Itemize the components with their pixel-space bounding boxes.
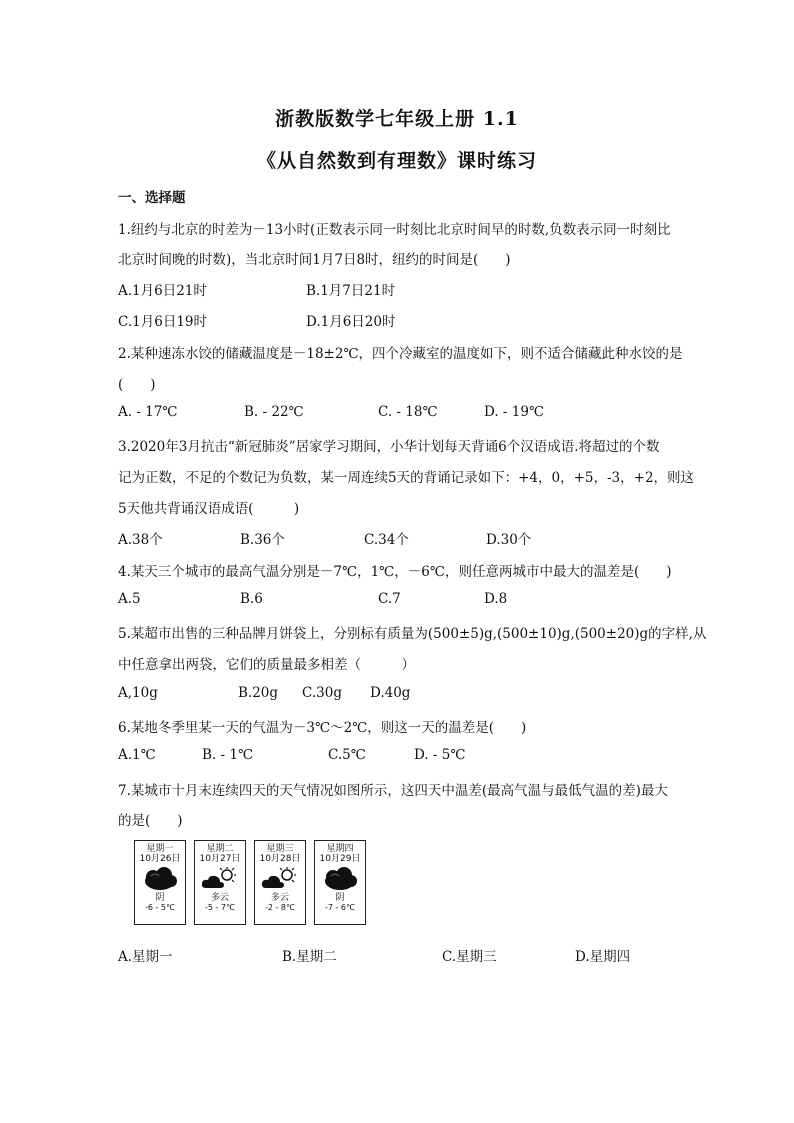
question-6-option-d: D. - 5℃ bbox=[414, 747, 466, 763]
weather-card bbox=[134, 840, 186, 925]
weather-card-date: 10月27日 bbox=[199, 854, 241, 864]
question-3-option-c: C.34个 bbox=[364, 532, 409, 548]
question-1-text: 北京时间晚的时数)，当北京时间1月7日8时，纽约的时间是( ) bbox=[118, 252, 511, 268]
weather-card bbox=[254, 840, 306, 925]
question-6-option-c: C.5℃ bbox=[328, 747, 366, 763]
question-2-text: 2.某种速冻水饺的储藏温度是－18±2℃，四个冷藏室的温度如下，则不适合储藏此种水饺的是 bbox=[118, 346, 683, 362]
question-6-option-b: B. - 1℃ bbox=[202, 747, 254, 763]
weather-card-temp: -6 - 5℃ bbox=[144, 903, 176, 912]
weather-card-condition: 多云 bbox=[270, 893, 289, 903]
question-7-text: 7.某城市十月末连续四天的天气情况如图所示，这四天中温差(最高气温与最低气温的差)最大 bbox=[118, 783, 668, 799]
question-3-text: 5天他共背诵汉语成语( ) bbox=[118, 501, 300, 517]
weather-card-weekday: 星期二 bbox=[206, 844, 234, 854]
question-5-option-c: C.30g bbox=[302, 685, 342, 701]
question-5-option-a: A,10g bbox=[118, 685, 158, 701]
question-3-option-d: D.30个 bbox=[486, 532, 532, 548]
question-4-text: 4.某天三个城市的最高气温分别是－7℃，1℃，－6℃，则任意两城市中最大的温差是( ) bbox=[118, 564, 672, 580]
question-1-option-c: C.1月6日19时 bbox=[118, 314, 207, 330]
question-4-option-d: D.8 bbox=[484, 591, 508, 607]
partly-cloudy-icon bbox=[198, 866, 242, 892]
question-2-option-d: D. - 19℃ bbox=[484, 404, 545, 420]
question-7-option-d: D.星期四 bbox=[575, 949, 631, 965]
weather-card-condition: 阴 bbox=[335, 893, 345, 903]
section-heading: 一、选择题 bbox=[118, 190, 186, 206]
question-1-text: 1.纽约与北京的时差为－13小时(正数表示同一时刻比北京时间早的时数,负数表示同一时刻比 bbox=[118, 222, 671, 238]
weather-card-temp: -5 - 7℃ bbox=[204, 903, 236, 912]
question-3-option-a: A.38个 bbox=[118, 532, 163, 548]
weather-card-temp: -7 - 6℃ bbox=[324, 903, 356, 912]
weather-card-weekday: 星期三 bbox=[266, 844, 294, 854]
question-3-option-b: B.36个 bbox=[240, 532, 285, 548]
question-4-option-a: A.5 bbox=[118, 591, 141, 607]
question-1-option-a: A.1月6日21时 bbox=[118, 283, 207, 299]
weather-card bbox=[194, 840, 246, 925]
question-5-text: 中任意拿出两袋，它们的质量最多相差（ ） bbox=[118, 657, 415, 673]
question-4-option-b: B.6 bbox=[240, 591, 263, 607]
page-subtitle: 《从自然数到有理数》课时练习 bbox=[256, 150, 537, 172]
question-6-text: 6.某地冬季里某一天的气温为－3℃～2℃，则这一天的温差是( ) bbox=[118, 720, 527, 736]
weather-card-condition: 多云 bbox=[210, 893, 229, 903]
partly-cloudy-icon bbox=[258, 866, 302, 892]
question-2-option-c: C. - 18℃ bbox=[378, 404, 438, 420]
weather-card bbox=[314, 840, 366, 925]
question-1-option-d: D.1月6日20时 bbox=[306, 314, 396, 330]
weather-figure bbox=[134, 840, 374, 930]
cloudy-icon bbox=[138, 866, 182, 892]
question-2-option-a: A. - 17℃ bbox=[118, 404, 178, 420]
question-4-option-c: C.7 bbox=[378, 591, 401, 607]
question-5-text: 5.某超市出售的三种品牌月饼袋上，分别标有质量为(500±5)g,(500±10)g,(500±20)g的字样,从 bbox=[118, 626, 707, 642]
question-6-option-a: A.1℃ bbox=[118, 747, 156, 763]
question-7-text: 的是( ) bbox=[118, 813, 183, 829]
weather-card-temp: -2 - 8℃ bbox=[264, 903, 296, 912]
question-1-option-b: B.1月7日21时 bbox=[306, 283, 396, 299]
weather-card-condition: 阴 bbox=[155, 893, 165, 903]
question-7-option-b: B.星期二 bbox=[282, 949, 337, 965]
question-3-text: 记为正数，不足的个数记为负数，某一周连续5天的背诵记录如下：+4，0，+5，-3，+2，则这 bbox=[118, 470, 695, 486]
weather-card-date: 10月28日 bbox=[259, 854, 301, 864]
question-5-option-d: D.40g bbox=[370, 685, 411, 701]
weather-card-weekday: 星期四 bbox=[326, 844, 354, 854]
weather-card-weekday: 星期一 bbox=[146, 844, 174, 854]
question-2-option-b: B. - 22℃ bbox=[244, 404, 304, 420]
question-2-text: ( ) bbox=[118, 377, 156, 393]
question-3-text: 3.2020年3月抗击“新冠肺炎”居家学习期间，小华计划每天背诵6个汉语成语.将超过的个数 bbox=[118, 439, 660, 455]
question-7-option-a: A.星期一 bbox=[118, 949, 173, 965]
page-title: 浙教版数学七年级上册 1.1 bbox=[275, 108, 519, 130]
cloudy-icon bbox=[318, 866, 362, 892]
question-7-option-c: C.星期三 bbox=[442, 949, 497, 965]
question-5-option-b: B.20g bbox=[238, 685, 279, 701]
weather-card-date: 10月29日 bbox=[319, 854, 361, 864]
weather-card-date: 10月26日 bbox=[139, 854, 181, 864]
